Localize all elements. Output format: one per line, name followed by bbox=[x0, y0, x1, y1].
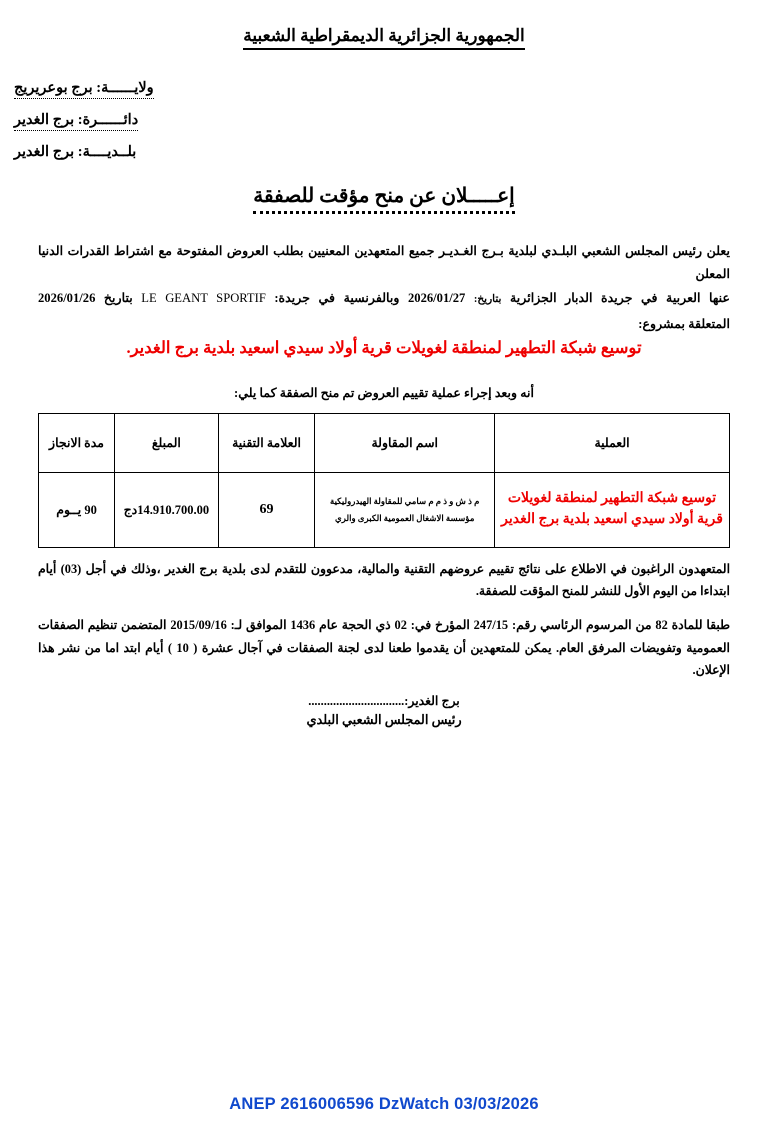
project-title: توسيع شبكة التطهير لمنطقة لغويلات قرية أولاد سيدي اسعيد بلدية برج الغدير. bbox=[126, 337, 642, 357]
cell-technical-score: 69 bbox=[218, 472, 315, 547]
admin-row-commune bbox=[0, 144, 768, 161]
publication-date-french: 2026/01/26 bbox=[38, 290, 96, 305]
page-title: إعـــــلان عن منح مؤقت للصفقة bbox=[253, 183, 514, 214]
award-table-container bbox=[38, 413, 730, 548]
intro-text-part-2a: عنها العربية في جريدة الدبار الجزائرية bbox=[509, 290, 730, 305]
header-duration: مدة الانجاز bbox=[39, 413, 115, 472]
project-label: المتعلقة بمشروع: bbox=[638, 316, 730, 331]
contractor-line-2: مؤسسة الاشغال العمومية الكبرى والري bbox=[335, 512, 475, 523]
intro-text-part-1: يعلن رئيس المجلس الشعبي البلـدي لبلدية بـرج الغـديـر جميع المتعهدين المعنيين بطلب العروض المفتوحة مع اشتراط القدرات الدنيا المعلن bbox=[38, 244, 730, 282]
signature-title: رئيس المجلس الشعبي البلدي bbox=[306, 713, 462, 728]
table-row bbox=[39, 472, 730, 547]
cell-amount: 14.910.700.00دج bbox=[115, 472, 219, 547]
commune-label: بلــديــــة: برج الغدير bbox=[14, 144, 137, 160]
date-label-1: بتاريخ: bbox=[473, 293, 502, 305]
evaluation-result-line: أنه وبعد إجراء عملية تقييم العروض تم منح الصفقة كما يلي: bbox=[234, 385, 534, 400]
republic-header-text: الجمهورية الجزائرية الديمقراطية الشعبية bbox=[243, 26, 525, 50]
closing-section bbox=[38, 558, 730, 682]
header-amount: المبلغ bbox=[115, 413, 219, 472]
award-table bbox=[38, 413, 730, 548]
republic-header bbox=[0, 0, 768, 50]
anep-footer: ANEP 2616006596 DzWatch 03/03/2026 bbox=[229, 1095, 539, 1113]
wilaya-label: ولايــــــة: برج بوعريريج bbox=[14, 80, 154, 99]
header-operation: العملية bbox=[495, 413, 730, 472]
table-header-row bbox=[39, 413, 730, 472]
closing-paragraph-2: طبقا للمادة 82 من المرسوم الرئاسي رقم: 247/15 المؤرخ في: 02 ذي الحجة عام 1436 الموافق لـ: 2015/09/16 المتضمن تنظيم الصفقات العمومية وتفويضات المرفق العام. يمكن للمتعهدين أن يقدموا طعنا لدى لجنة الصفقات في آجال عشرة ( 10 ) أيام ابتد اما من نشر هذا الإعلان. bbox=[38, 618, 731, 677]
intro-paragraph-line-1 bbox=[38, 240, 730, 287]
signature-place: برج الغدير:............................... bbox=[308, 694, 460, 709]
closing-paragraph-1: المتعهدون الراغبون في الاطلاع على نتائج تقييم عروضهم التقنية والمالية، مدعوون للتقدم لدى بلدية برج الغدير ،وذلك في أجل (03) أيام ابتداءا من اليوم الأول للنشر للمنح المؤقت للصفقة. bbox=[38, 561, 731, 598]
cell-contractor bbox=[315, 472, 495, 547]
date-label-2: بتاريخ bbox=[103, 290, 133, 305]
newspaper-french-name: LE GEANT SPORTIF bbox=[141, 290, 266, 305]
header-contractor-name: اسم المقاولة bbox=[315, 413, 495, 472]
admin-row-wilaya bbox=[0, 80, 768, 99]
signature-block bbox=[38, 693, 730, 728]
cell-operation: توسيع شبكة التطهير لمنطقة لغويلات قرية أولاد سيدي اسعيد بلدية برج الغدير bbox=[495, 472, 730, 547]
header-technical-score: العلامة التقنية bbox=[218, 413, 315, 472]
intro-paragraph-line-2 bbox=[38, 287, 730, 310]
main-title-container bbox=[0, 183, 768, 214]
intro-text-part-2b: وبالفرنسية في جريدة: bbox=[274, 290, 400, 305]
intro-section bbox=[0, 240, 768, 401]
administrative-block bbox=[0, 80, 768, 161]
admin-row-daira bbox=[0, 112, 768, 131]
publication-date-arabic: 2026/01/27 bbox=[407, 290, 466, 305]
cell-duration: 90 يــوم bbox=[39, 472, 115, 547]
daira-label: دائــــــرة: برج الغدير bbox=[14, 112, 138, 131]
contractor-line-1: م ذ ش و ذ م م سامي للمقاولة الهيدروليكية bbox=[329, 496, 480, 507]
